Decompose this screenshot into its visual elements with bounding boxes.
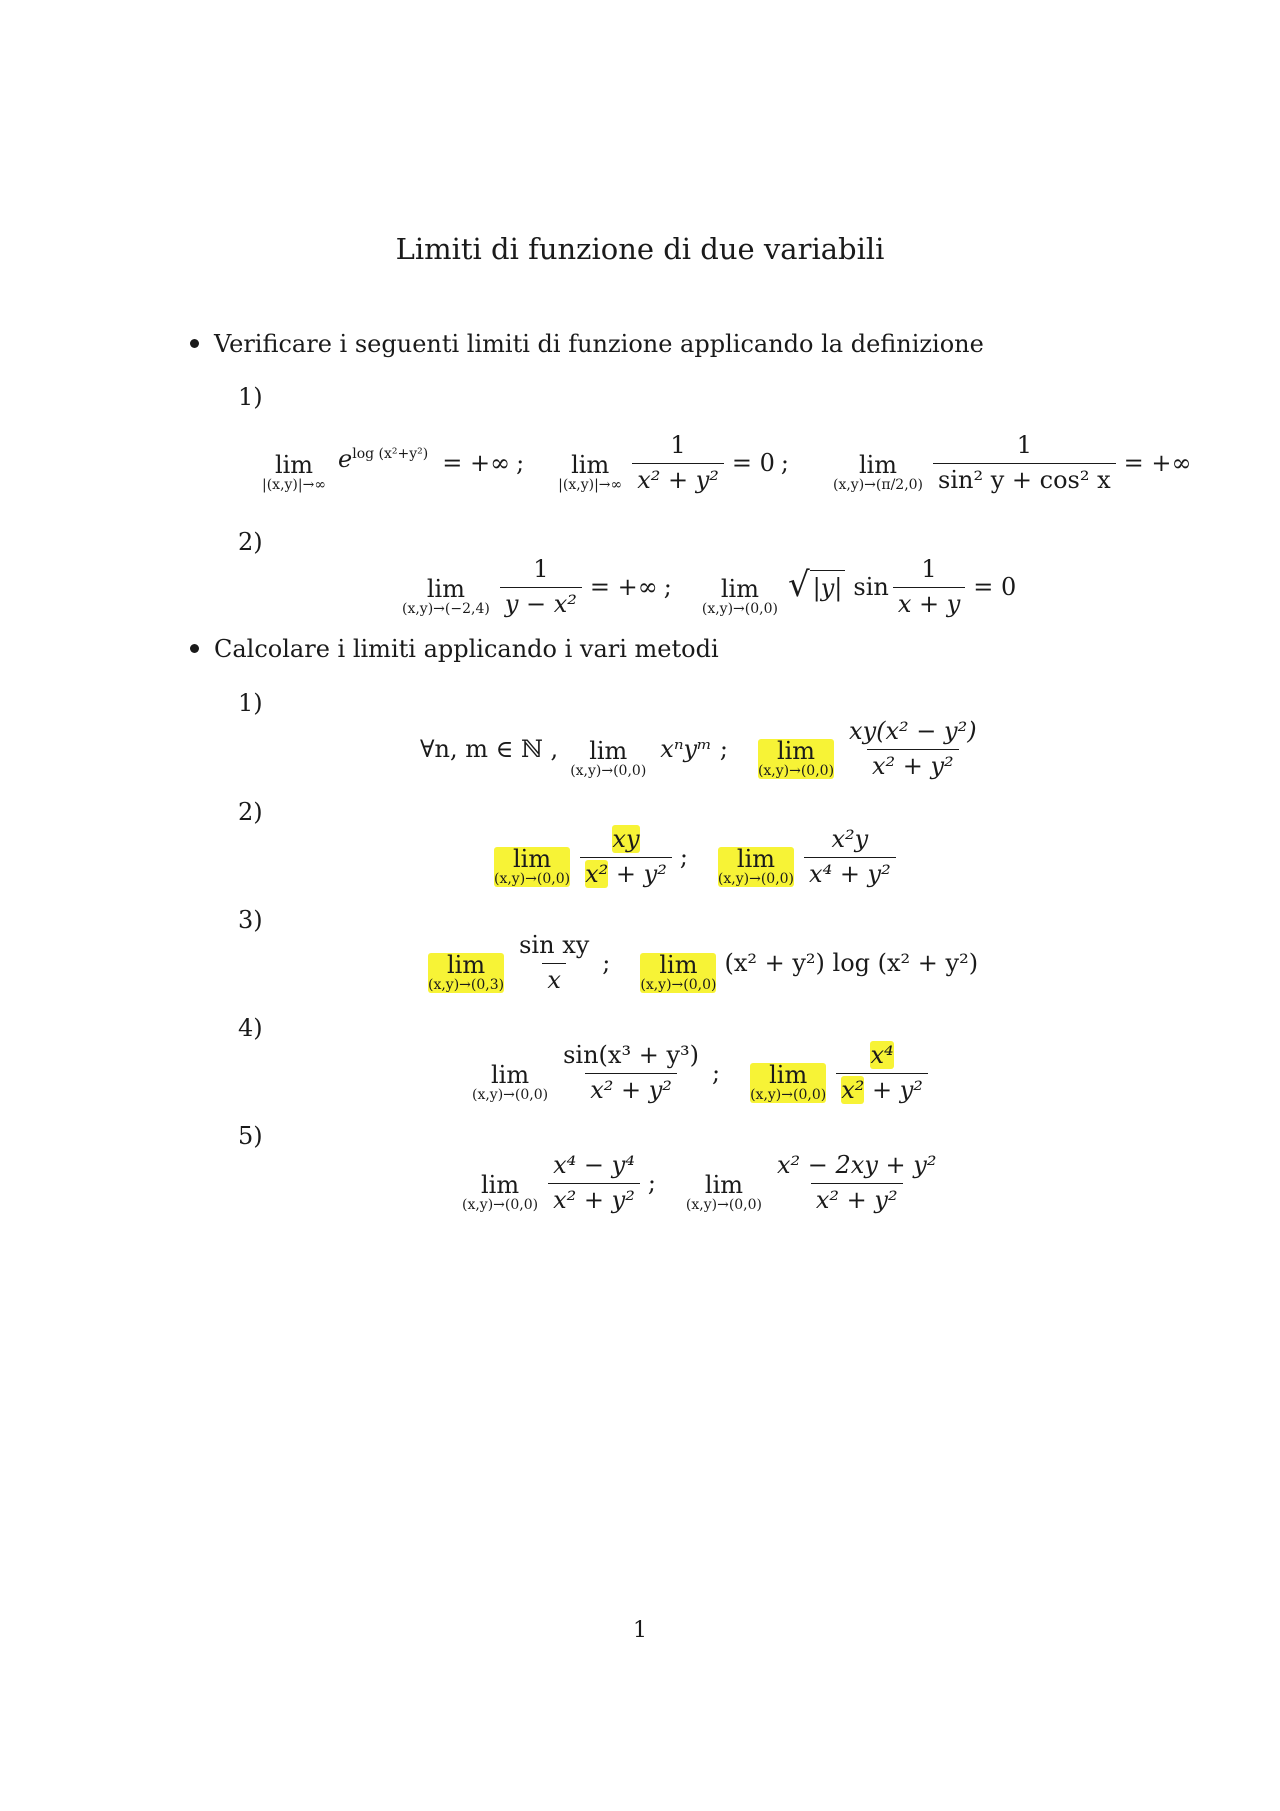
- sin-function: sin: [853, 573, 889, 602]
- separator: ;: [719, 735, 728, 764]
- limit-operator: lim (x,y)→(0,0): [757, 736, 835, 779]
- section-verificare: [190, 330, 984, 358]
- separator: ;: [516, 449, 525, 478]
- section-calcolare: [190, 635, 719, 663]
- fraction: $\frac{xy}{\text{x² + y²}}$: [580, 826, 672, 888]
- fraction: $\frac{1}{\text{y − x²}}$: [500, 556, 582, 618]
- log-expression: (x² + y²) log (x² + y²): [724, 949, 979, 978]
- page-title: Limiti di funzione di due variabili: [395, 232, 885, 266]
- separator: ;: [679, 843, 688, 872]
- fraction: $\frac{\text{x²y}}{\text{x⁴ + y²}}$: [804, 826, 896, 888]
- limit-operator: lim |(x,y)|→∞: [558, 450, 623, 493]
- item-number: 1): [238, 689, 263, 717]
- fraction: $\frac{\text{x⁴ − y⁴}}{\text{x² + y²}}$: [548, 1152, 640, 1214]
- fraction: $\frac{\text{x² − 2xy + y²}}{\text{x² + y²}}$: [777, 1151, 937, 1214]
- page-number: 1: [633, 1618, 647, 1643]
- separator: ;: [663, 573, 672, 602]
- formula-row-1-1: [262, 432, 1191, 494]
- square-root: √ |y|: [788, 570, 845, 604]
- limit-operator: lim (x,y)→(0,0): [462, 1170, 539, 1213]
- limit-operator: lim |(x,y)|→∞: [262, 450, 327, 493]
- exp-expression: $e^{log (x^2+y^2)}$: [338, 445, 429, 474]
- formula-row-2-5: [462, 1152, 945, 1214]
- item-number: 3): [238, 906, 263, 934]
- formula-row-2-1: [420, 718, 986, 780]
- fraction: $\frac{\text{xy(x² − y²)}}{\text{x² + y²}}$: [849, 717, 977, 780]
- formula-row-2-4: [472, 1042, 932, 1104]
- limit-operator: lim (x,y)→(0,0): [685, 1170, 763, 1213]
- equals-zero: = 0: [973, 573, 1017, 602]
- item-number: 1): [238, 383, 263, 411]
- fraction: $\frac{\text{x⁴}}{\text{x² + y²}}$: [836, 1042, 928, 1104]
- limit-operator: lim (x,y)→(0,0): [472, 1060, 549, 1103]
- item-number: 2): [238, 528, 263, 556]
- limit-operator: lim (x,y)→(0,0): [717, 844, 795, 887]
- bullet-dot: [190, 644, 199, 653]
- item-number: 2): [238, 798, 263, 826]
- limit-operator: lim (x,y)→(0,0): [640, 950, 717, 993]
- bullet-dot: [190, 339, 199, 348]
- power-expression: xⁿyᵐ: [660, 735, 712, 764]
- separator: ;: [780, 449, 789, 478]
- limit-operator: lim (x,y)→(0,0): [494, 844, 571, 887]
- limit-operator: lim (x,y)→(0,0): [701, 574, 778, 617]
- section-label: Calcolare i limiti applicando i vari metodi: [214, 635, 719, 663]
- equals-infinity: = +∞: [589, 573, 658, 602]
- section-label: Verificare i seguenti limiti di funzione applicando la definizione: [214, 330, 984, 358]
- limit-operator: lim (x,y)→(0,0): [750, 1060, 827, 1103]
- item-number: 4): [238, 1014, 263, 1042]
- item-number: 5): [238, 1122, 263, 1150]
- separator: ;: [712, 1059, 721, 1088]
- fraction: $\frac{\text{sin(x³ + y³)}}{\text{x² + y²}}$: [563, 1041, 699, 1104]
- separator: ;: [647, 1169, 656, 1198]
- limit-operator: lim (x,y)→(0,3): [428, 950, 505, 993]
- limit-operator: lim (x,y)→(−2,4): [402, 574, 490, 617]
- formula-row-1-2: [402, 556, 1016, 618]
- equals-infinity: = +∞: [442, 449, 511, 478]
- limit-operator: lim (x,y)→(0,0): [570, 736, 647, 779]
- separator: ;: [602, 949, 611, 978]
- fraction: $\frac{1}{\text{x² + y²}}$: [632, 432, 724, 494]
- forall-clause: ∀n, m ∈ ℕ ,: [420, 735, 559, 764]
- fraction: $\frac{1}{\text{sin² y + cos² x}}$: [933, 432, 1116, 494]
- fraction: $\frac{\text{sin xy}}{x}$: [519, 931, 590, 994]
- equals-zero: = 0: [731, 449, 775, 478]
- formula-row-2-3: [428, 932, 978, 994]
- formula-row-2-2: [494, 826, 900, 888]
- equals-infinity: = +∞: [1123, 449, 1192, 478]
- limit-operator: lim (x,y)→(π/2,0): [833, 450, 924, 493]
- fraction: $\frac{1}{x + y}$: [893, 556, 965, 618]
